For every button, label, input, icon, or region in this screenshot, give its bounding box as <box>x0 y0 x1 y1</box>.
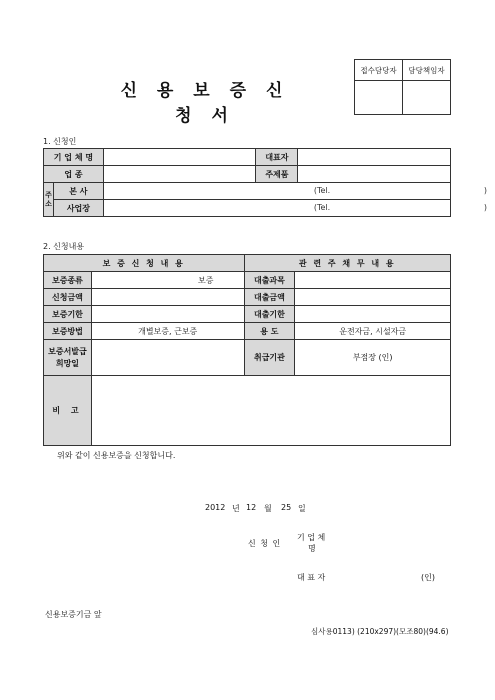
issue-date-label: 보증서발급 희망일 <box>44 340 92 376</box>
date-month: 12 <box>246 503 257 512</box>
section2-heading: 2. 신청내용 <box>43 242 85 251</box>
workplace-field[interactable] <box>103 200 487 217</box>
address-label: 주 소 <box>44 183 54 217</box>
section1-heading: 1. 신청인 <box>43 137 77 146</box>
handling-institution-label: 취급기관 <box>244 340 295 376</box>
approval-manager-label: 담당책임자 <box>403 60 451 81</box>
approval-receiver-sign[interactable] <box>355 81 403 115</box>
guarantee-header: 보 증 신 청 내 용 <box>44 255 245 272</box>
loan-subject-field[interactable] <box>295 272 451 289</box>
loan-subject-label: 대출과목 <box>244 272 295 289</box>
applicant-rep-label: 대 표 자 <box>297 573 326 582</box>
applicant-seal: (인) <box>421 573 435 582</box>
application-table <box>43 254 451 446</box>
loan-amount-label: 대출금액 <box>244 289 295 306</box>
main-product-field[interactable] <box>298 166 451 183</box>
representative-label: 대표자 <box>256 149 298 166</box>
approval-manager-sign[interactable] <box>403 81 451 115</box>
applicant-company-label-2: 명 <box>308 544 316 553</box>
approval-receiver-label: 접수담당자 <box>355 60 403 81</box>
request-amount-label: 신청금액 <box>44 289 92 306</box>
loan-term-field[interactable] <box>295 306 451 323</box>
workplace-tel-open: (Tel. <box>313 203 331 212</box>
guarantee-method-field[interactable]: 개별보증, 근보증 <box>91 323 244 340</box>
head-office-field[interactable] <box>103 183 487 200</box>
related-debt-header: 관 련 주 채 무 내 용 <box>244 255 451 272</box>
workplace-label: 사업장 <box>53 200 103 217</box>
business-type-label: 업 종 <box>44 166 104 183</box>
handling-institution-field[interactable]: 부점장 (인) <box>295 340 451 376</box>
request-amount-field[interactable] <box>91 289 244 306</box>
approval-box <box>354 59 451 115</box>
purpose-field[interactable]: 운전자금, 시설자금 <box>295 323 451 340</box>
main-product-label: 주제품 <box>256 166 298 183</box>
head-office-tel-open: (Tel. <box>313 186 331 195</box>
head-office-tel-close: ) <box>483 186 487 195</box>
company-name-label: 기 업 체 명 <box>44 149 104 166</box>
remarks-field[interactable] <box>91 376 450 446</box>
date-day: 25 <box>281 503 292 512</box>
issue-date-field[interactable] <box>91 340 244 376</box>
date-month-unit: 월 <box>264 504 272 513</box>
company-name-field[interactable] <box>103 149 256 166</box>
statement-text: 위와 같이 신용보증을 신청합니다. <box>57 451 176 460</box>
loan-term-label: 대출기한 <box>244 306 295 323</box>
guarantee-type-field[interactable]: 보증 <box>91 272 244 289</box>
head-office-label: 본 사 <box>53 183 103 200</box>
purpose-label: 용 도 <box>244 323 295 340</box>
applicant-label: 신 청 인 <box>248 539 282 548</box>
loan-amount-field[interactable] <box>295 289 451 306</box>
representative-field[interactable] <box>298 149 451 166</box>
date-day-unit: 일 <box>298 504 306 513</box>
guarantee-term-field[interactable] <box>91 306 244 323</box>
guarantee-term-label: 보증기한 <box>44 306 92 323</box>
page-title: 신 용 보 증 신 청 서 <box>120 81 290 126</box>
addressee: 신용보증기금 앞 <box>45 610 102 619</box>
business-type-field[interactable] <box>103 166 256 183</box>
applicant-company-label-1: 기 업 체 <box>297 533 326 542</box>
guarantee-method-label: 보증방법 <box>44 323 92 340</box>
date-year-unit: 년 <box>232 504 240 513</box>
guarantee-type-label: 보증종류 <box>44 272 92 289</box>
date-year: 2012 <box>205 503 226 512</box>
form-code: 심사용0113) (210x297)(모조80)(94.6) <box>311 627 449 636</box>
applicant-table <box>43 148 487 217</box>
remarks-label: 비 고 <box>44 376 92 446</box>
workplace-tel-close: ) <box>483 203 487 212</box>
